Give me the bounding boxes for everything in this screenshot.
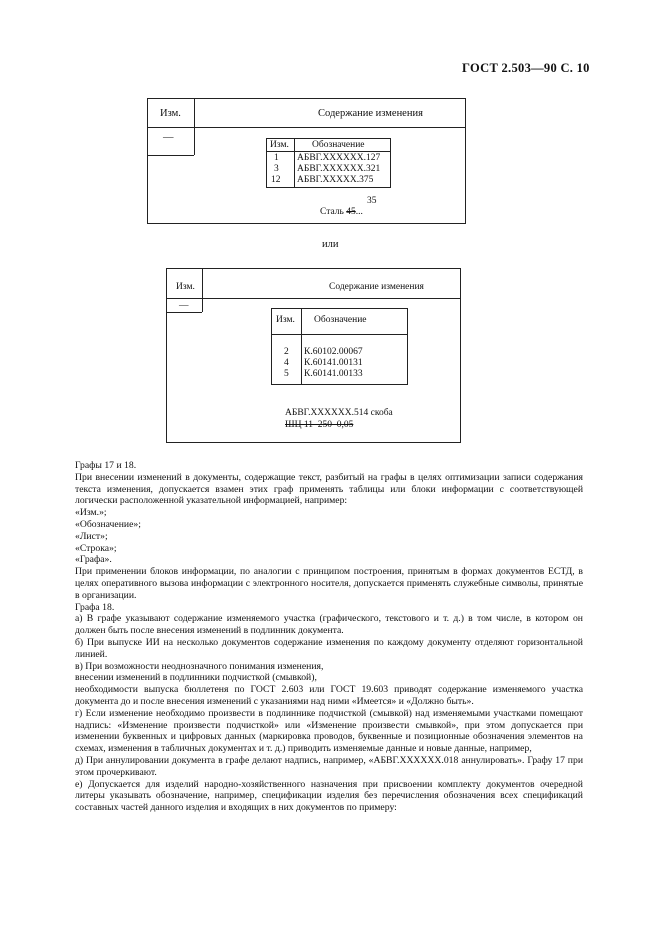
figure1-col-izm: Изм. (160, 108, 181, 119)
body-text (75, 460, 583, 814)
para-graph-18: Графа 18. (75, 601, 115, 613)
figure2-row-2-oboz: К.60141.00131 (304, 358, 363, 368)
figure1-stal-old: 45 (346, 207, 356, 217)
figure1-row-2-oboz: АБВГ.ХХХХХХ.321 (297, 164, 381, 174)
figure1-row-1-oboz: АБВГ.ХХХХХХ.127 (297, 153, 381, 163)
list-item: «Лист»; (75, 530, 108, 542)
list-item: «Графа». (75, 554, 112, 566)
figure1-value-35: 35 (367, 196, 377, 206)
figure1-stal (320, 207, 363, 217)
figure1-row-3-oboz: АБВГ.ХХХХХ.375 (297, 175, 374, 185)
figure1-row-2-izm: 3 (274, 164, 279, 174)
para-v2: внесении изменений в подлинники подчисткой (смывкой), (75, 672, 317, 684)
figure1-stal-label: Сталь (320, 207, 344, 217)
figure1-row-1-izm: 1 (274, 153, 279, 163)
figure2-line1: АБВГ.ХХХХХХ.514 скоба (285, 408, 393, 418)
figure2-dash: — (179, 301, 189, 311)
figure2-inner-head-oboz: Обозначение (314, 315, 367, 325)
para-d: д) При аннулировании документа в графе делают надпись, например, «АБВГ.ХХХХХХ.018 аннулировать». Графу 17 при этом прочеркивают. (75, 754, 583, 778)
figure1-row-3-izm: 12 (271, 175, 281, 185)
figure2-row-1-oboz: К.60102.00067 (304, 347, 363, 357)
list-item: «Обозначение»; (75, 518, 141, 530)
figure2-line2: ШЦ 11–250–0,05 (285, 420, 354, 430)
list-item: «Строка»; (75, 542, 117, 554)
para-a: а) В графе указывают содержание изменяемого участка (графического, текстового и т. д.) в том числе, в котором он должен быть после внесения изменений в подлинник документа. (75, 613, 583, 637)
figure2-col-content: Содержание изменения (329, 282, 424, 292)
page-header: ГОСТ 2.503—90 С. 10 (462, 61, 590, 75)
para-graphs-17-18: Графы 17 и 18. (75, 460, 137, 471)
figure2-row-2-izm: 4 (284, 358, 289, 368)
figure1-col-content: Содержание изменения (318, 108, 423, 119)
figure1-inner-table (266, 138, 391, 188)
figure2-row-1-izm: 2 (284, 347, 289, 357)
figure2-inner-table (271, 308, 408, 385)
para-intro: При внесении изменений в документы, содержащие текст, разбитый на графы в целях оптимизации записи содержания текста изменения, допускается взамен этих граф применять таблицы или блоки информации с соответствующей логически расположенной указательной информацией, например: (75, 471, 583, 507)
para-blocks: При применении блоков информации, по аналогии с принципом построения, принятым в формах документов ЕСТД, в целях оперативного вызова информации с электронного носителя, допускается применять служебные символы, принятые в организации. (75, 566, 583, 601)
figure1-inner-head-oboz: Обозначение (312, 140, 365, 150)
figure2-col-izm: Изм. (176, 282, 195, 292)
figure2-row-3-oboz: К.60141.00133 (304, 369, 363, 379)
list-item: «Изм.»; (75, 507, 107, 519)
figure1-stal-dots: ... (355, 207, 363, 217)
figure2-inner-head-izm: Изм. (276, 315, 295, 325)
separator-or: или (322, 239, 339, 250)
para-v: в) При возможности неоднозначного понимания изменения, (75, 660, 324, 672)
para-e: е) Допускается для изделий народно-хозяйственного назначения при присвоении комплекту документов очередной литеры указывать обозначение, например, спецификации изделия без перечисления обозначения всех спецификаций составных частей данного изделия и входящих в них документов по примеру: (75, 778, 583, 814)
figure2-row-3-izm: 5 (284, 369, 289, 379)
figure1-dash: — (163, 132, 174, 143)
figure1-inner-head-izm: Изм. (270, 140, 289, 150)
para-b: б) При выпуске ИИ на несколько документов содержание изменения по каждому документу отделяют горизонтальной линией. (75, 636, 583, 660)
para-v3: необходимости выпуска бюллетеня по ГОСТ 2.603 или ГОСТ 19.603 приводят содержание изменяемого участка документа до и после внесения изменений с указаниями над ними «Имеется» и «Должно быть». (75, 684, 583, 707)
para-g: г) Если изменение необходимо произвести в подлиннике подчисткой (смывкой) над изменяемыми участками помещают надпись: «Изменение произвести подчисткой» или «Изменение произвести смывкой», при этом допускается при изменении буквенных и цифровых данных (маркировка проводов, буквенные и позиционные обозначения элементов на схемах, изменения в табличных документах и т. д.) приводить изменяемые данные и новые данные, например, (75, 707, 583, 755)
